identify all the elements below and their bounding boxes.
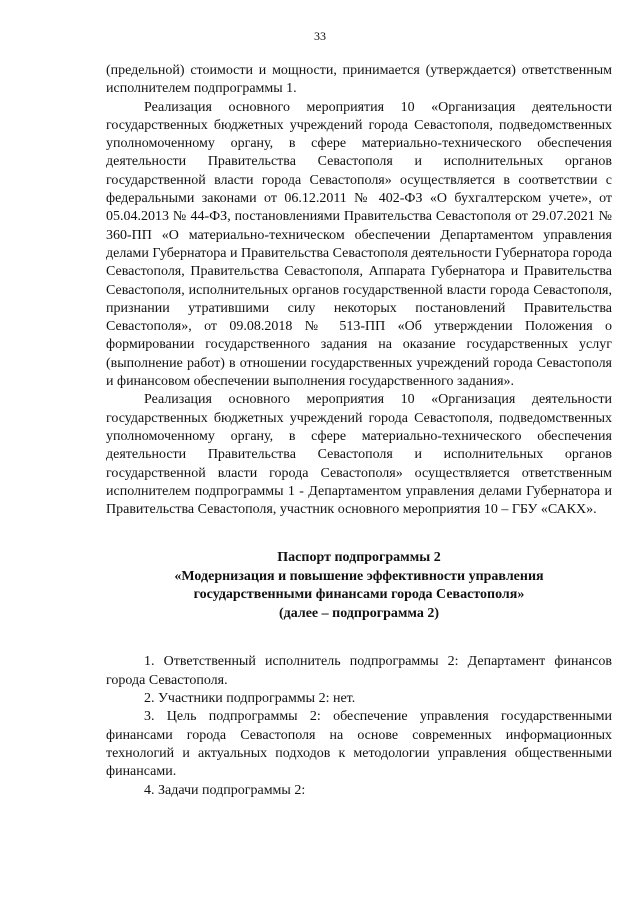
passport-subtitle-line: (далее – подпрограмма 2) [278,605,440,621]
passport-subtitle-line: «Модернизация и повышение эффективности управления [174,568,544,584]
paragraph: Реализация основного мероприятия 10 «Организация деятельности государственных бюджетных учреждений города Севастополя, подведомственных уполномоченному органу, в сфере материально-технического обеспечения деятельности Правительства Севастополя и исполнительных органов государственной власти города Севастополя» осуществляется ответственным исполнителем подпрограммы 1 - Департаментом управления делами Губернатора и Правительства Севастополя, участник основного мероприятия 10 – ГБУ «САКХ». [106,392,612,518]
paragraph: Реализация основного мероприятия 10 «Организация деятельности государственных бюджетных учреждений города Севастополя, подведомственных уполномоченному органу, в сфере материально-технического обеспечения деятельности Правительства Севастополя и исполнительных органов государственной власти города Севастополя» осуществляется в соответствии с федеральными законами от 06.12.2011 № 402-ФЗ «О бухгалтерском учете», от 05.04.2013 № 44-ФЗ, постановлениями Правительства Севастополя от 29.07.2021 № 360-ПП «О материально-техническом обеспечении Департаментом управления делами Губернатора и Правительства Севастополя деятельности Губернатора города Севастополя, Правительства Севастополя, Аппарата Губернатора и Правительства Севастополя, исполнительных органов государственной власти города Севастополя, признании утратившими силу некоторых постановлений Правительства Севастополя», от 09.08.2018 № 513-ПП «Об утверждении Положения о формировании государственного задания на оказание государственных услуг (выполнение работ) в отношении государственных учреждений города Севастополя и финансовом обеспечении выполнения государственного задания». [106,99,612,390]
page-number: 33 [314,29,326,43]
list-item: 1. Ответственный исполнитель подпрограммы 2: Департамент финансов города Севастополя. [106,654,612,688]
list-item: 4. Задачи подпрограммы 2: [144,782,306,798]
list-item: 2. Участники подпрограммы 2: нет. [144,691,356,707]
paragraph: (предельной) стоимости и мощности, принимается (утверждается) ответственным исполнителем подпрограммы 1. [106,63,612,97]
passport-heading [106,549,612,623]
document-body [106,62,612,800]
list-item: 3. Цель подпрограммы 2: обеспечение управления государственными финансами города Севастополя на основе современных информационных технологий и актуальных подходов к методологии управления общественными финансами. [106,709,612,780]
passport-title: Паспорт подпрограммы 2 [277,550,441,566]
passport-subtitle-line: государственными финансами города Севастополя» [193,587,525,603]
